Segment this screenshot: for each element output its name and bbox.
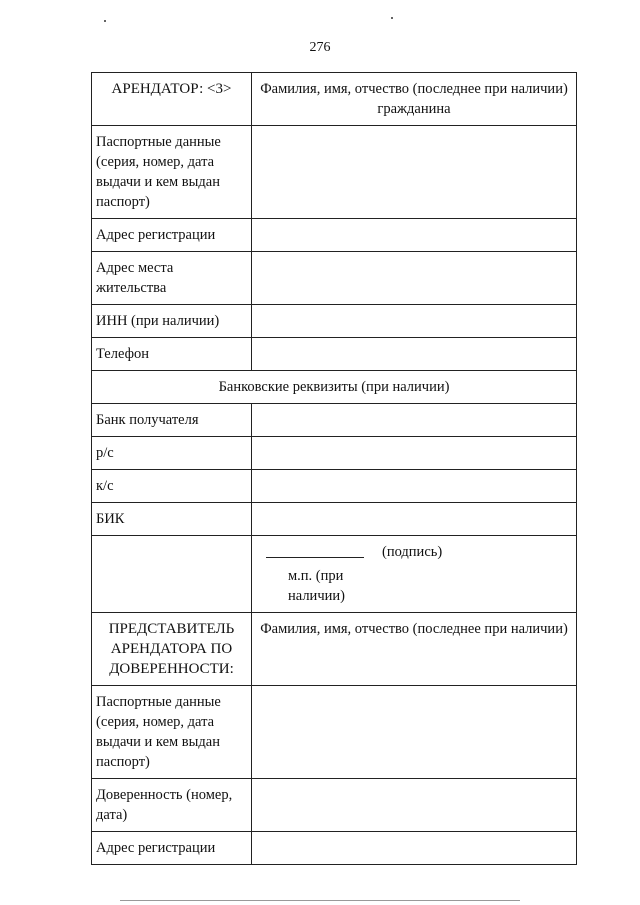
power-of-attorney-label: Доверенность (номер, дата)	[92, 779, 252, 832]
bik-label: БИК	[92, 503, 252, 536]
stamp-label: м.п. (при наличии)	[288, 568, 345, 604]
signature-label: (подпись)	[382, 544, 443, 560]
phone-label: Телефон	[92, 338, 252, 371]
signature-line[interactable]	[266, 547, 364, 558]
table-row	[92, 503, 577, 536]
table-row	[92, 779, 577, 832]
table-row	[92, 470, 577, 503]
bank-name-label: Банк получателя	[92, 404, 252, 437]
rep-registration-address-value[interactable]	[252, 832, 577, 865]
page-number: 276	[309, 40, 331, 55]
representative-header-row	[92, 613, 577, 686]
inn-label: ИНН (при наличии)	[92, 305, 252, 338]
bank-name-value[interactable]	[252, 404, 577, 437]
bank-section-row	[92, 371, 577, 404]
bik-value[interactable]	[252, 503, 577, 536]
table-row	[92, 219, 577, 252]
table-row	[92, 126, 577, 219]
inn-value[interactable]	[252, 305, 577, 338]
tenant-header-row	[92, 73, 577, 126]
rep-registration-address-label: Адрес регистрации	[92, 832, 252, 865]
residence-address-value[interactable]	[252, 252, 577, 305]
page-bottom-edge	[120, 900, 520, 901]
scan-speck-right	[391, 17, 393, 19]
table-row	[92, 252, 577, 305]
table-row	[92, 832, 577, 865]
representative-header-label: ПРЕДСТАВИТЕЛЬ АРЕНДАТОРА ПО ДОВЕРЕННОСТИ:	[92, 613, 252, 686]
tenant-header-value: Фамилия, имя, отчество (последнее при наличии) гражданина	[252, 73, 577, 126]
correspondent-account-label: к/с	[92, 470, 252, 503]
passport-value[interactable]	[252, 126, 577, 219]
rep-passport-label: Паспортные данные (серия, номер, дата выдачи и кем выдан паспорт)	[92, 686, 252, 779]
settlement-account-value[interactable]	[252, 437, 577, 470]
bank-section-title: Банковские реквизиты (при наличии)	[92, 371, 577, 404]
passport-label: Паспортные данные (серия, номер, дата выдачи и кем выдан паспорт)	[92, 126, 252, 219]
representative-header-value: Фамилия, имя, отчество (последнее при наличии)	[252, 613, 577, 686]
signature-cell	[252, 536, 577, 613]
table-row	[92, 305, 577, 338]
residence-address-label: Адрес места жительства	[92, 252, 252, 305]
table-row	[92, 437, 577, 470]
power-of-attorney-value[interactable]	[252, 779, 577, 832]
table-row	[92, 686, 577, 779]
table-row	[92, 404, 577, 437]
settlement-account-label: р/с	[92, 437, 252, 470]
scan-speck-left	[104, 20, 106, 22]
signature-row	[92, 536, 577, 613]
table-row	[92, 338, 577, 371]
correspondent-account-value[interactable]	[252, 470, 577, 503]
phone-value[interactable]	[252, 338, 577, 371]
rep-passport-value[interactable]	[252, 686, 577, 779]
signature-empty-cell	[92, 536, 252, 613]
tenant-header-label: АРЕНДАТОР: <3>	[92, 73, 252, 126]
registration-address-label: Адрес регистрации	[92, 219, 252, 252]
tenant-details-form	[91, 72, 577, 865]
registration-address-value[interactable]	[252, 219, 577, 252]
